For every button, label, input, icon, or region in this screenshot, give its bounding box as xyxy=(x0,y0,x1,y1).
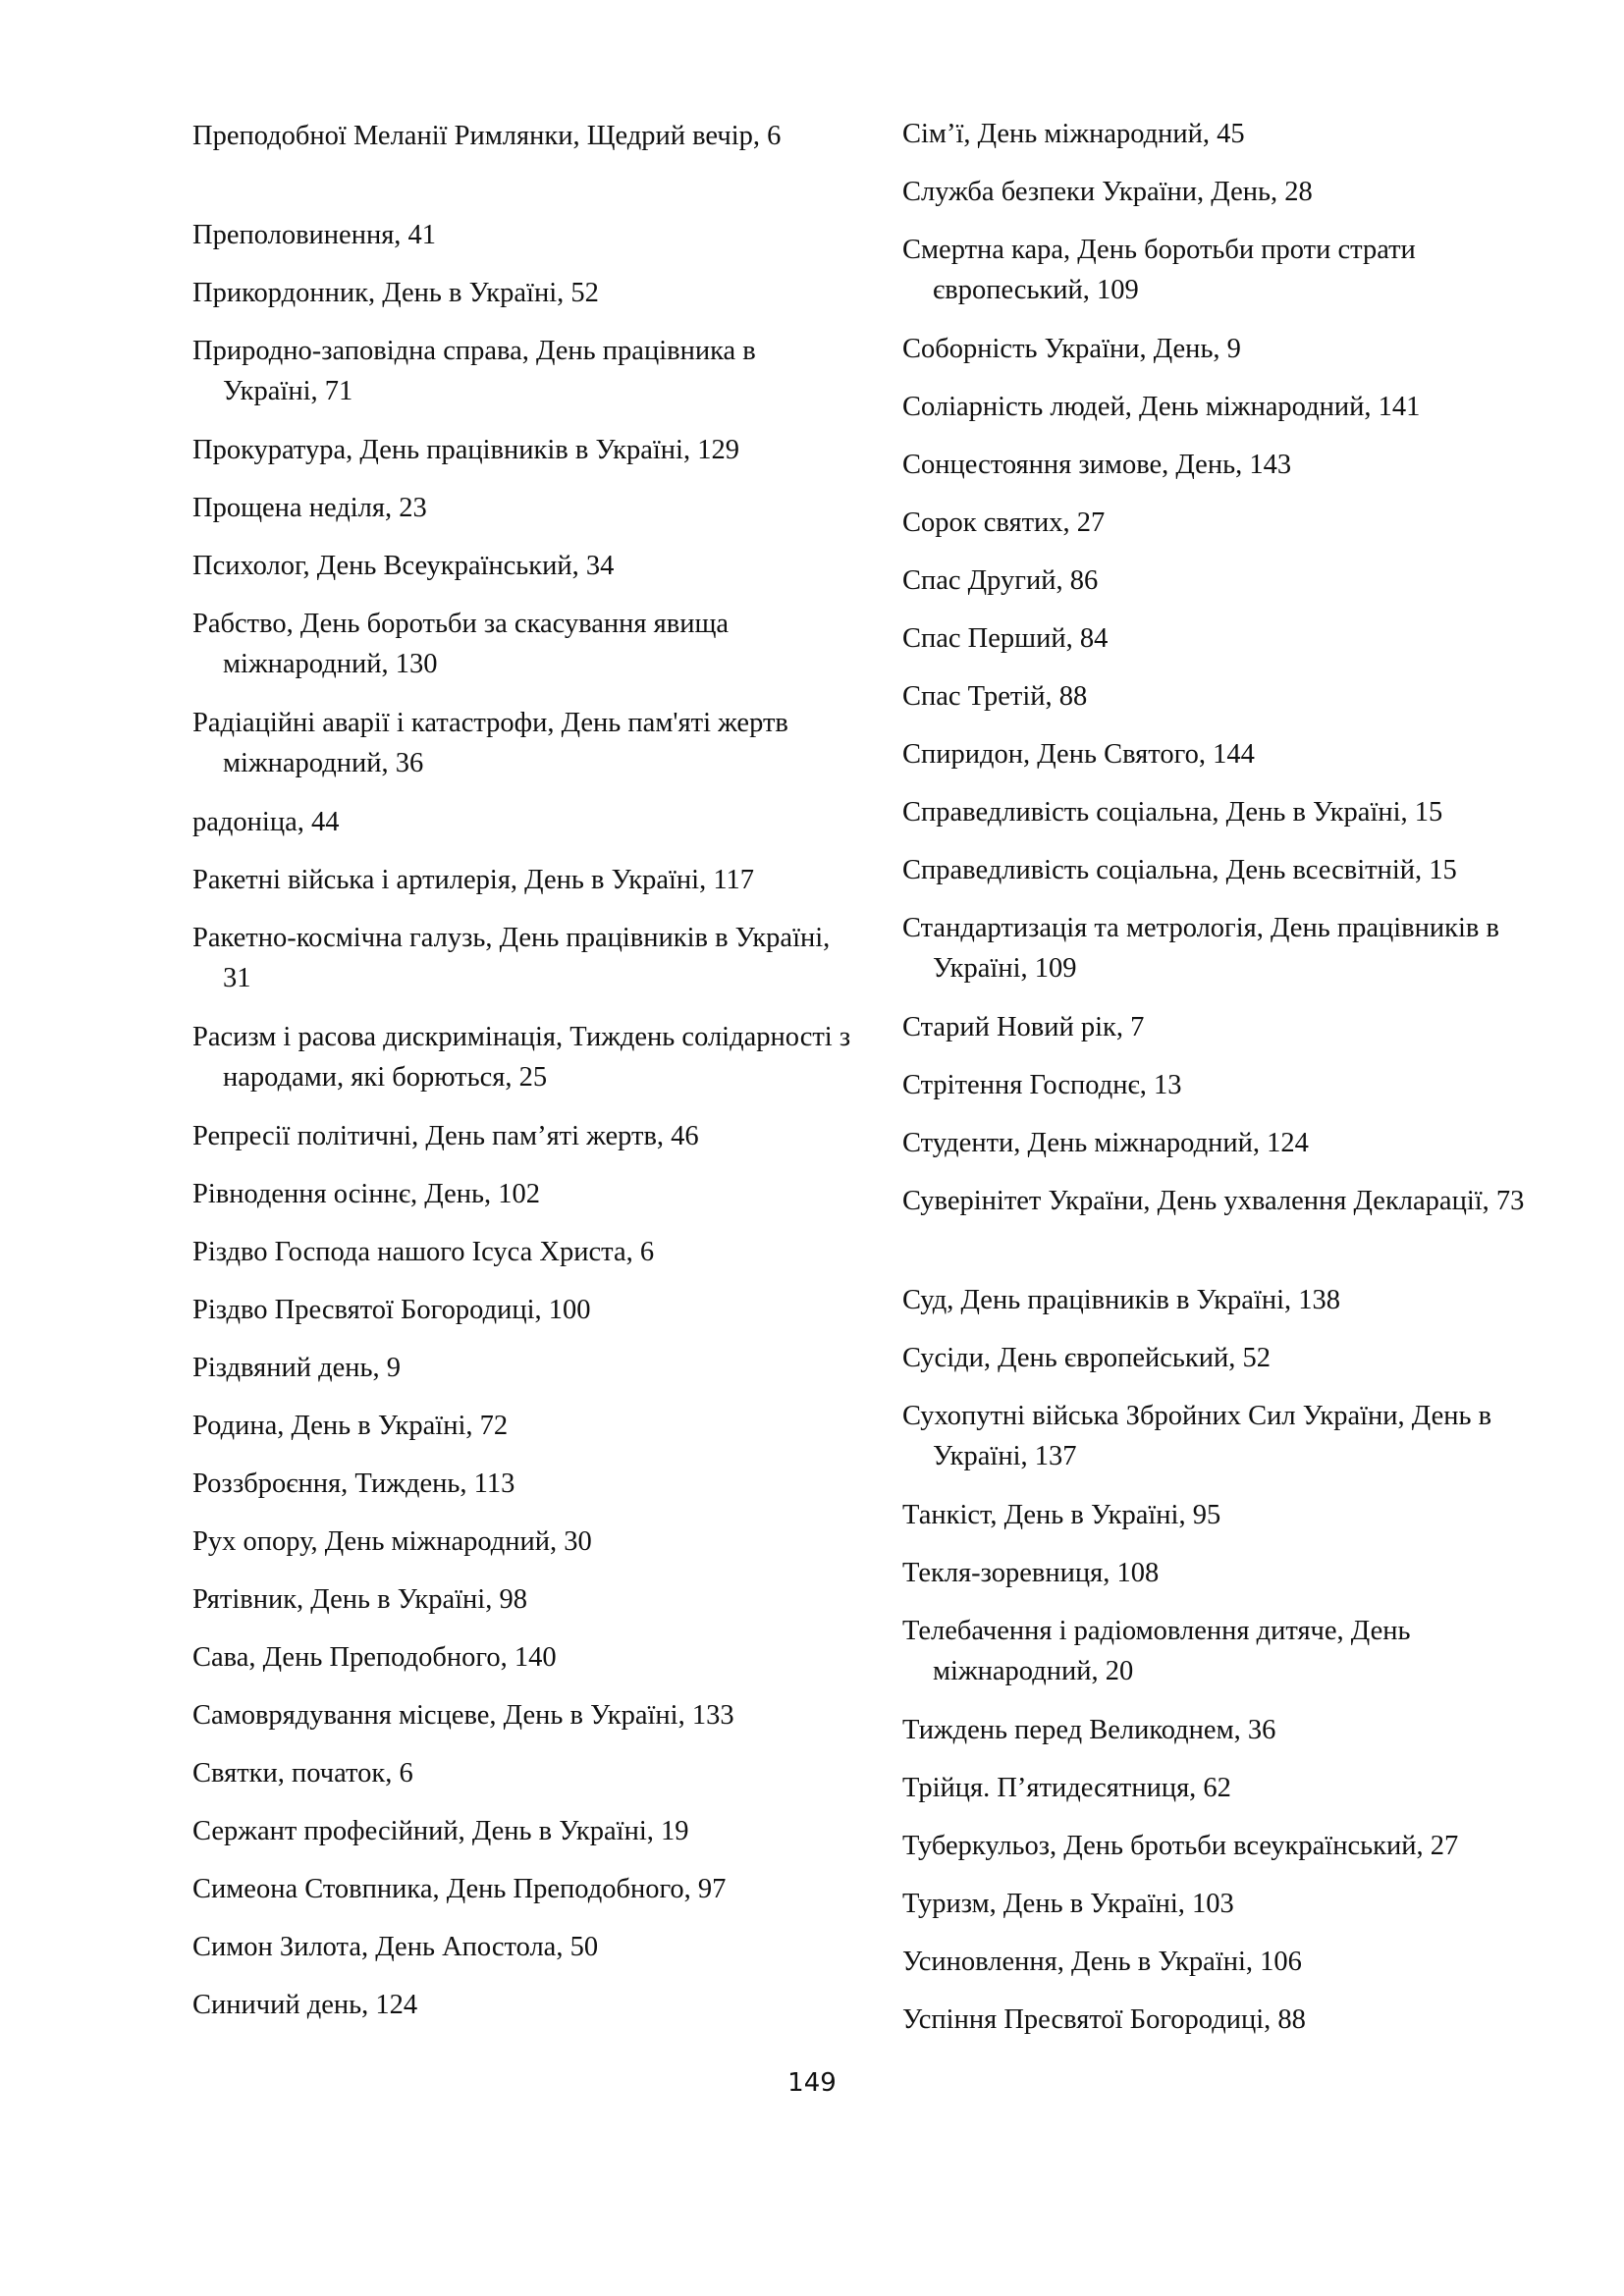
index-entry: Рух опору, День міжнародний, 30 xyxy=(192,1526,592,1557)
index-entry: Сержант професійний, День в Україні, 19 xyxy=(192,1816,689,1846)
index-entry: Преполовинення, 41 xyxy=(192,220,437,250)
index-left-column xyxy=(192,0,851,2296)
index-entry: Суверінітет України, День ухвалення Декларації, 73 xyxy=(902,1186,1525,1216)
index-entry: Психолог, День Всеукраїнський, 34 xyxy=(192,551,615,581)
index-entry: Стандартизація та метрологія, День працівників в Україні, 109 xyxy=(902,913,1499,984)
index-entry: Сім’ї, День міжнародний, 45 xyxy=(902,119,1245,149)
index-entry: Спиридон, День Святого, 144 xyxy=(902,739,1255,770)
index-entry: Танкіст, День в Україні, 95 xyxy=(902,1500,1221,1530)
index-entry: Студенти, День міжнародний, 124 xyxy=(902,1128,1309,1158)
index-entry: Телебачення і радіомовлення дитяче, День міжнародний, 20 xyxy=(902,1616,1411,1686)
index-entry: Різдвяний день, 9 xyxy=(192,1353,401,1383)
index-entry: Успіння Пресвятої Богородиці, 88 xyxy=(902,2004,1306,2035)
index-entry: радоніца, 44 xyxy=(192,807,340,837)
index-entry: Радіаційні аварії і катастрофи, День пам'яті жертв міжнародний, 36 xyxy=(192,708,788,778)
index-entry: Репресії політичні, День пам’яті жертв, 46 xyxy=(192,1121,699,1151)
index-entry: Тиждень перед Великоднем, 36 xyxy=(902,1715,1276,1745)
index-entry: Стрітення Господнє, 13 xyxy=(902,1070,1182,1100)
index-entry: Ракетно-космічна галузь, День працівників в Україні, 31 xyxy=(192,923,831,993)
index-entry: Сорок святих, 27 xyxy=(902,507,1106,538)
page-number: 149 xyxy=(787,2068,837,2098)
index-entry: Служба безпеки України, День, 28 xyxy=(902,177,1313,207)
index-entry: Синичий день, 124 xyxy=(192,1990,418,2020)
index-entry: Святки, початок, 6 xyxy=(192,1758,413,1789)
index-entry: Родина, День в Україні, 72 xyxy=(192,1411,509,1441)
index-entry: Усиновлення, День в Україні, 106 xyxy=(902,1947,1302,1977)
index-entry: Суд, День працівників в Україні, 138 xyxy=(902,1285,1341,1315)
index-entry: Ракетні війська і артилерія, День в Україні, 117 xyxy=(192,865,755,895)
index-entry: Рабство, День боротьби за скасування явища міжнародний, 130 xyxy=(192,609,730,679)
index-entry: Трійця. П’ятидесятниця, 62 xyxy=(902,1773,1231,1803)
index-entry: Смертна кара, День боротьби проти страти європеський, 109 xyxy=(902,235,1416,305)
index-entry: Симеона Стовпника, День Преподобного, 97 xyxy=(192,1874,727,1904)
index-entry: Сава, День Преподобного, 140 xyxy=(192,1642,557,1673)
index-entry: Соборність України, День, 9 xyxy=(902,334,1241,364)
index-entry: Прощена неділя, 23 xyxy=(192,493,427,523)
index-entry: Рівнодення осіннє, День, 102 xyxy=(192,1179,540,1209)
index-entry: Різдво Пресвятої Богородиці, 100 xyxy=(192,1295,591,1325)
index-entry: Справедливість соціальна, День всесвітній, 15 xyxy=(902,855,1457,885)
index-entry: Соліарність людей, День міжнародний, 141 xyxy=(902,392,1421,422)
index-entry: Сусіди, День європейський, 52 xyxy=(902,1343,1272,1373)
index-entry: Туризм, День в Україні, 103 xyxy=(902,1889,1234,1919)
index-entry: Преподобної Меланії Римлянки, Щедрий вечір, 6 xyxy=(192,121,782,151)
index-entry: Рятівник, День в Україні, 98 xyxy=(192,1584,527,1615)
index-entry: Справедливість соціальна, День в Україні, 15 xyxy=(902,797,1443,828)
index-entry: Расизм і расова дискримінація, Тиждень солідарності з народами, які борються, 25 xyxy=(192,1022,851,1093)
index-entry: Туберкульоз, День бротьби всеукраїнський, 27 xyxy=(902,1831,1459,1861)
index-entry: Спас Другий, 86 xyxy=(902,565,1099,596)
index-entry: Симон Зилота, День Апостола, 50 xyxy=(192,1932,599,1962)
index-entry: Різдво Господа нашого Ісуса Христа, 6 xyxy=(192,1237,655,1267)
index-entry: Спас Третій, 88 xyxy=(902,681,1088,712)
index-entry: Роззброєння, Тиждень, 113 xyxy=(192,1468,515,1499)
index-right-column xyxy=(902,0,1531,2296)
index-entry: Текля-зоревниця, 108 xyxy=(902,1558,1160,1588)
index-entry: Природно-заповідна справа, День працівника в Україні, 71 xyxy=(192,336,756,406)
index-entry: Старий Новий рік, 7 xyxy=(902,1012,1145,1042)
index-entry: Прокуратура, День працівників в Україні, 129 xyxy=(192,435,739,465)
index-entry: Прикордонник, День в Україні, 52 xyxy=(192,278,599,308)
index-entry: Самоврядування місцеве, День в Україні, 133 xyxy=(192,1700,734,1731)
index-entry: Сухопутні війська Збройних Сил України, День в Україні, 137 xyxy=(902,1401,1492,1471)
index-entry: Спас Перший, 84 xyxy=(902,623,1109,654)
index-entry: Сонцестояння зимове, День, 143 xyxy=(902,450,1292,480)
